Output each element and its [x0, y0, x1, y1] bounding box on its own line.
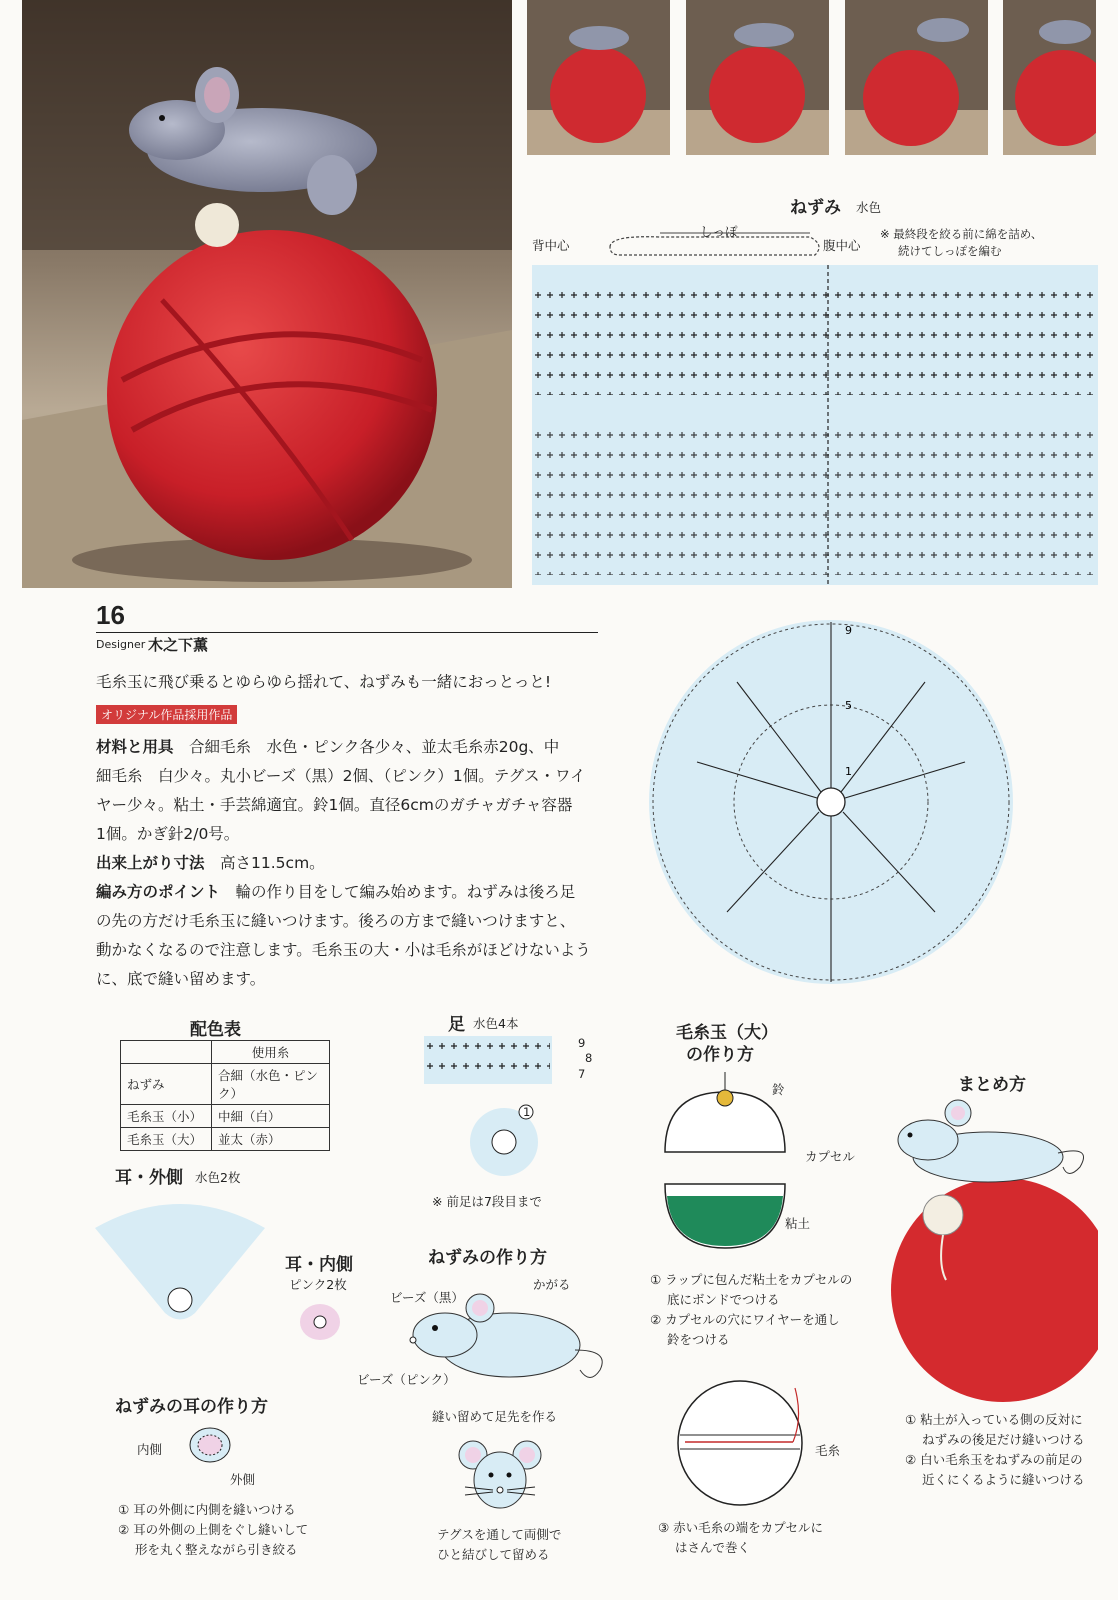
round-9-marker: 9: [845, 624, 852, 637]
color-table-title: 配色表: [190, 1020, 241, 1040]
size-line: [96, 849, 325, 878]
leg-row-7: 7: [578, 1067, 586, 1081]
ear-inner-title: 耳・内側: [285, 1255, 353, 1275]
thumb-photo-3: [845, 0, 988, 155]
leg-stitch-chart: [424, 1036, 552, 1084]
mouse-face-diagram: [455, 1435, 545, 1515]
points-line-1: [96, 878, 575, 907]
leg-row-9: 9: [578, 1036, 586, 1050]
ball-step-3b: はさんで巻く: [675, 1540, 751, 1555]
ear-making-title: ねずみの耳の作り方: [115, 1397, 268, 1417]
ear-inner-chart: [296, 1300, 346, 1345]
bell-label: 鈴: [772, 1082, 785, 1097]
body-chart-color: 水色: [856, 200, 882, 215]
leg-note: 水色4本: [473, 1016, 519, 1031]
capsule-closed-diagram: [675, 1378, 825, 1508]
ball-step-2a: ② カプセルの穴にワイヤーを通し: [650, 1312, 840, 1327]
leg-title: 足: [448, 1015, 465, 1035]
stitch-symbols: [532, 265, 1098, 585]
body-chart-title: ねずみ: [790, 198, 841, 218]
thumb-photo-1: [527, 0, 670, 155]
capsule-top-diagram: [663, 1070, 788, 1155]
finishing-title: まとめ方: [958, 1075, 1026, 1095]
body-chart-note-1: ※ 最終段を絞る前に綿を詰め、: [880, 227, 1043, 241]
ear-outer-label: 外側: [230, 1472, 256, 1487]
ball-step-2b: 鈴をつける: [667, 1332, 730, 1347]
designer-label: Designer: [96, 638, 146, 651]
finishing-diagram: [888, 1095, 1098, 1405]
whisker-note-2: ひと結びして留める: [437, 1547, 550, 1562]
finishing-step-2b: 近くにくるように縫いつける: [922, 1472, 1085, 1487]
ear-step-2a: ② 耳の外側の上側をぐし縫いして: [118, 1522, 309, 1537]
ear-inner-label: 内側: [137, 1442, 163, 1457]
table-row: [121, 1128, 330, 1151]
finishing-step-1a: ① 粘土が入っている側の反対に: [905, 1412, 1083, 1427]
table-header: 使用糸: [212, 1041, 330, 1064]
bead-pink-label: ビーズ（ピンク）: [357, 1372, 456, 1387]
designer-name: 木之下薫: [148, 636, 209, 654]
base-circle-chart: [647, 612, 1017, 992]
table-cell: 毛糸玉（大）: [121, 1128, 212, 1151]
number-rule: [96, 632, 598, 633]
table-row: [121, 1041, 330, 1064]
lead-text: 毛糸玉に飛び乗るとゆらゆら揺れて、ねずみも一緒におっとっと!: [96, 673, 552, 691]
ear-inner-note: ピンク2枚: [289, 1277, 347, 1292]
ball-step-1a: ① ラップに包んだ粘土をカプセルの: [650, 1272, 853, 1287]
ball-making-title-1: 毛糸玉（大）: [676, 1023, 778, 1043]
table-cell: 合細（水色・ピンク）: [212, 1064, 330, 1105]
points-label: 編み方のポイント: [96, 883, 221, 901]
ear-outer-chart: [85, 1188, 275, 1328]
pattern-number: 16: [96, 600, 125, 630]
table-cell: 並太（赤）: [212, 1128, 330, 1151]
table-corner: [121, 1041, 212, 1064]
mouse-making-title: ねずみの作り方: [428, 1248, 547, 1268]
finishing-step-2a: ② 白い毛糸玉をねずみの前足の: [905, 1452, 1083, 1467]
points-line-4: に、底で縫い留めます。: [96, 970, 266, 988]
ball-making-title-2: の作り方: [686, 1045, 754, 1065]
body-chart-note-2: 続けてしっぽを編む: [898, 244, 1002, 258]
capsule-bottom-diagram: [663, 1182, 788, 1252]
whisker-note-1: テグスを通して両側で: [437, 1527, 562, 1542]
tail-label: しっぽ: [700, 224, 738, 239]
leg-round-1: 1: [523, 1105, 531, 1119]
ball-step-1b: 底にボンドでつける: [667, 1292, 780, 1307]
capsule-label: カプセル: [805, 1149, 855, 1164]
tail-diagram: [600, 225, 830, 265]
sew-feet-label: 縫い留めて足先を作る: [432, 1409, 558, 1424]
table-cell: ねずみ: [121, 1064, 212, 1105]
table-cell: 毛糸玉（小）: [121, 1105, 212, 1128]
points-line-2: の先の方だけ毛糸玉に縫いつけます。後ろの方まで縫いつけますと、: [96, 912, 576, 930]
leg-footnote: ※ 前足は7段目まで: [432, 1194, 542, 1209]
body-stitch-chart: [532, 265, 1098, 585]
table-row: [121, 1105, 330, 1128]
materials-line-1: [96, 733, 559, 762]
color-table: [120, 1040, 330, 1151]
table-row: [121, 1064, 330, 1105]
round-5-marker: 5: [845, 699, 852, 712]
finishing-step-1b: ねずみの後足だけ縫いつける: [922, 1432, 1085, 1447]
materials-line-2: 細毛糸 白少々。丸小ビーズ（黒）2個、（ピンク）1個。テグス・ワイ: [96, 767, 586, 785]
back-center-label: 背中心: [532, 238, 570, 253]
ear-outer-note: 水色2枚: [195, 1170, 241, 1185]
ear-step-1: ① 耳の外側に内側を縫いつける: [118, 1502, 296, 1517]
round-1-marker: 1: [845, 765, 852, 778]
clay-label: 粘土: [785, 1216, 811, 1231]
leg-round-chart: [466, 1100, 546, 1178]
original-badge: オリジナル作品採用作品: [96, 705, 237, 724]
table-cell: 中細（白）: [212, 1105, 330, 1128]
bead-black-label: ビーズ（黒）: [390, 1290, 464, 1305]
ear-outer-title: 耳・外側: [115, 1168, 183, 1188]
points-line-3: 動かなくなるので注意します。毛糸玉の大・小は毛糸がほどけないよう: [96, 941, 591, 959]
materials-line-4: 1個。かぎ針2/0号。: [96, 825, 240, 843]
thumb-photo-4: [1003, 0, 1096, 155]
main-photo: [22, 0, 512, 588]
size-text: 高さ11.5cm。: [220, 854, 325, 872]
yarn-label: 毛糸: [815, 1443, 841, 1458]
materials-text-1: 合細毛糸 水色・ピンク各少々、並太毛糸赤20g、中: [189, 738, 560, 756]
materials-label: 材料と用具: [96, 738, 174, 756]
bend-label: かがる: [533, 1277, 571, 1292]
yarn-ball-mouse-photo: [22, 0, 512, 588]
materials-line-3: ヤー少々。粘土・手芸綿適宜。鈴1個。直径6cmのガチャガチャ容器: [96, 796, 573, 814]
ball-step-3a: ③ 赤い毛糸の端をカプセルに: [658, 1520, 824, 1535]
points-text-1: 輪の作り目をして編み始めます。ねずみは後ろ足: [235, 883, 576, 901]
size-label: 出来上がり寸法: [96, 854, 205, 872]
leg-row-8: 8: [585, 1051, 593, 1065]
thumb-photo-2: [686, 0, 829, 155]
belly-center-label: 腹中心: [823, 238, 861, 253]
ear-step-2b: 形を丸く整えながら引き絞る: [135, 1542, 298, 1557]
ear-assembly-diagram: [185, 1425, 235, 1465]
